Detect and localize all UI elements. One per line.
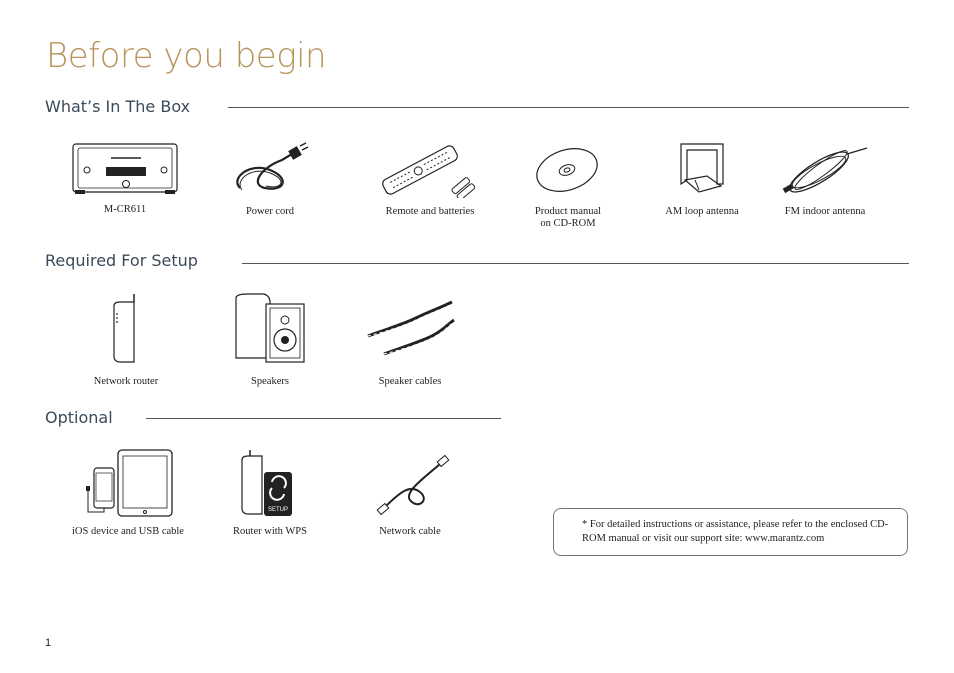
item-am-antenna: [652, 140, 752, 218]
wps-badge-text: SETUP: [267, 507, 289, 513]
section-divider: [146, 418, 501, 419]
ios-device-icon: [78, 448, 178, 518]
cd-rom-icon: [533, 140, 603, 198]
item-label: iOS device and USB cable: [72, 526, 184, 537]
item-label: Power cord: [245, 206, 295, 217]
speakers-icon: [230, 292, 310, 368]
item-label: FM indoor antenna: [784, 206, 866, 217]
remote-batteries-icon: [380, 140, 480, 198]
section-heading-in-box: What’s In The Box: [45, 97, 191, 116]
section-heading-optional: Optional: [45, 408, 113, 427]
am-antenna-icon: [671, 140, 733, 198]
item-network-cable: [360, 448, 460, 538]
item-label: Network cable: [379, 526, 441, 537]
item-ios-device: [65, 448, 191, 538]
item-label: Speakers: [251, 376, 289, 387]
fm-antenna-icon: [777, 140, 873, 198]
section-heading-setup: Required For Setup: [45, 251, 198, 270]
item-label: Remote and batteries: [385, 206, 475, 217]
item-speaker-cables: [360, 292, 460, 388]
page-title: Before you begin: [46, 36, 327, 76]
item-label: Product manual on CD-ROM: [534, 206, 602, 229]
item-receiver: [65, 140, 185, 216]
section-divider: [228, 107, 909, 108]
item-fm-antenna: [775, 140, 875, 218]
item-power-cord: [220, 140, 320, 218]
item-remote-batteries: [375, 140, 485, 218]
item-label: Router with WPS: [233, 526, 307, 537]
support-note: * For detailed instructions or assistance, please refer to the enclosed CD-ROM manual or visit our support site: www.marantz.com: [553, 508, 908, 556]
item-router: [76, 292, 176, 388]
power-cord-icon: [230, 140, 310, 198]
item-speakers: [220, 292, 320, 388]
item-wps-router: [220, 448, 320, 538]
item-label: Network router: [93, 376, 159, 387]
router-icon: [106, 292, 146, 368]
item-label: Speaker cables: [378, 376, 442, 387]
wps-router-icon: [230, 448, 310, 518]
page-number: 1: [45, 637, 52, 649]
section-divider: [242, 263, 909, 264]
speaker-cables-icon: [364, 292, 456, 368]
item-label: M-CR611: [103, 204, 147, 215]
item-cd-rom: [518, 140, 618, 230]
item-label: AM loop antenna: [665, 206, 739, 217]
network-cable-icon: [370, 448, 450, 518]
receiver-icon: [71, 140, 179, 196]
